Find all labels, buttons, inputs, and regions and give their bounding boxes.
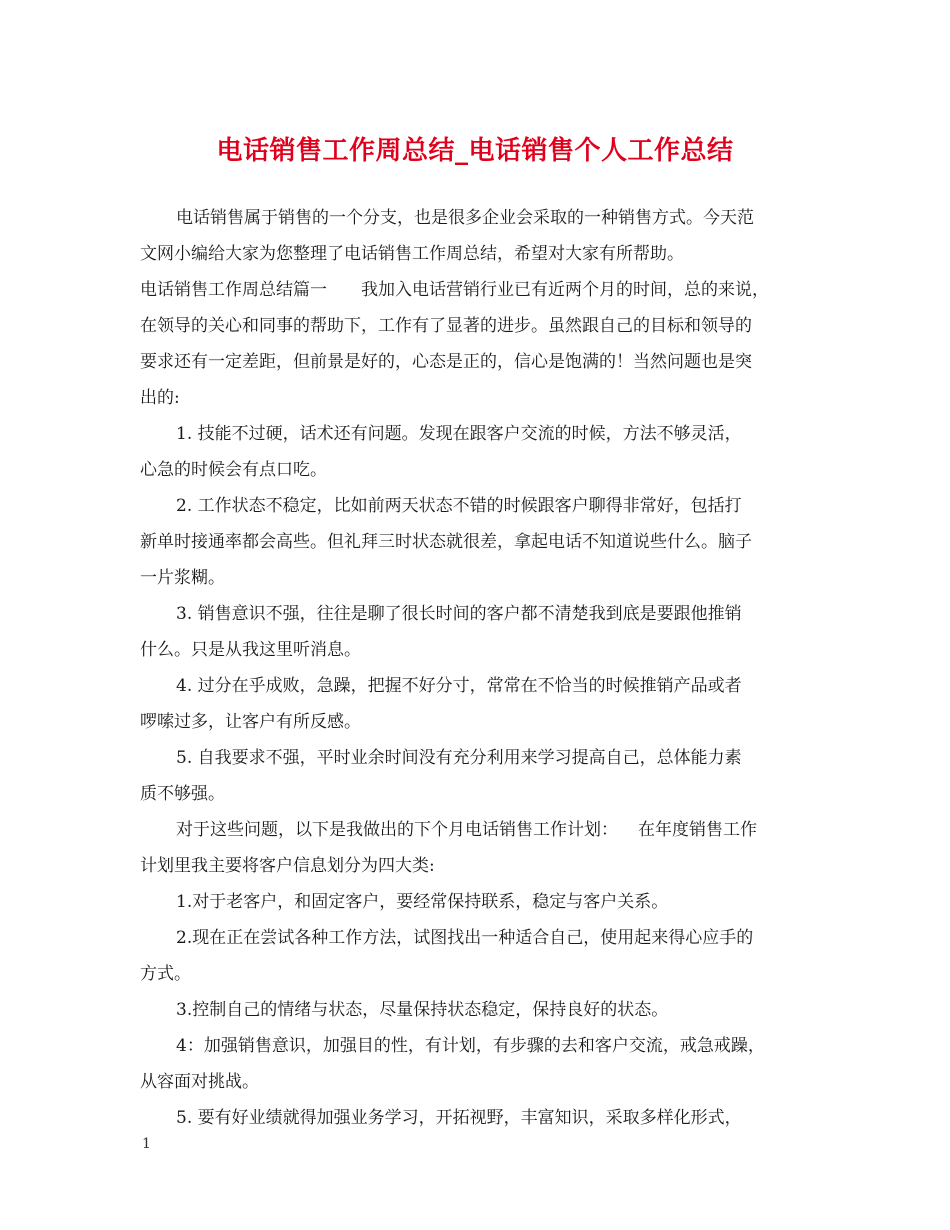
text-line: 新单时接通率都会高些。但礼拜三时状态就很差，拿起电话不知道说些什么。脑子: [140, 532, 752, 552]
text-line: 啰嗦过多，让客户有所反感。: [140, 712, 361, 732]
list-item: 3.控制自己的情绪与状态，尽量保持状态稳定，保持良好的状态。: [176, 1000, 669, 1020]
text-line: 文网小编给大家为您整理了电话销售工作周总结，希望对大家有所帮助。: [140, 244, 684, 264]
document-body: [140, 200, 820, 1136]
text-line: 要求还有一定差距，但前景是好的，心态是正的，信心是饱满的！当然问题也是突: [140, 352, 752, 372]
list-item: 1. 技能不过硬，话术还有问题。发现在跟客户交流的时候，方法不够灵活，: [176, 424, 742, 444]
text-line: 出的:: [140, 388, 180, 408]
text-line: [140, 812, 820, 848]
page-title: 电话销售工作周总结_电话销售个人工作总结: [216, 136, 734, 166]
text-line: 从容面对挑战。: [140, 1072, 259, 1092]
text-span: 在年度销售工作: [638, 820, 757, 840]
text-span: 我加入电话营销行业已有近两个月的时间，总的来说，: [361, 280, 769, 300]
list-item: 1.对于老客户，和固定客户，要经常保持联系，稳定与客户关系。: [176, 892, 669, 912]
list-item: 5. 要有好业绩就得加强业务学习，开拓视野，丰富知识，采取多样化形式，: [176, 1108, 742, 1128]
text-line: 在领导的关心和同事的帮助下，工作有了显著的进步。虽然跟自己的目标和领导的: [140, 316, 752, 336]
text-line: 质不够强。: [140, 784, 225, 804]
page-number: 1: [142, 1136, 151, 1152]
text-span: 对于这些问题，以下是我做出的下个月电话销售工作计划：: [176, 820, 618, 840]
list-item: 2. 工作状态不稳定，比如前两天状态不错的时候跟客户聊得非常好，包括打: [176, 496, 742, 516]
text-line: 心急的时候会有点口吃。: [140, 460, 327, 480]
list-item: 2.现在正在尝试各种工作方法，试图找出一种适合自己，使用起来得心应手的: [176, 928, 754, 948]
text-line: 一片浆糊。: [140, 568, 225, 588]
list-item: 5. 自我要求不强，平时业余时间没有充分利用来学习提高自己，总体能力素: [176, 748, 742, 768]
list-item: 4：加强销售意识，加强目的性，有计划，有步骤的去和客户交流，戒急戒躁，: [176, 1036, 765, 1056]
text-line: 什么。只是从我这里听消息。: [140, 640, 361, 660]
list-item: 4. 过分在乎成败，急躁，把握不好分寸，常常在不恰当的时候推销产品或者: [176, 676, 742, 696]
text-line: 方式。: [140, 964, 191, 984]
section-heading: 电话销售工作周总结篇一: [140, 280, 327, 300]
text-line: 电话销售属于销售的一个分支，也是很多企业会采取的一种销售方式。今天范: [176, 208, 754, 228]
text-line: 计划里我主要将客户信息划分为四大类:: [140, 856, 435, 876]
text-line: [140, 272, 820, 308]
list-item: 3. 销售意识不强，往往是聊了很长时间的客户都不清楚我到底是要跟他推销: [176, 604, 742, 624]
